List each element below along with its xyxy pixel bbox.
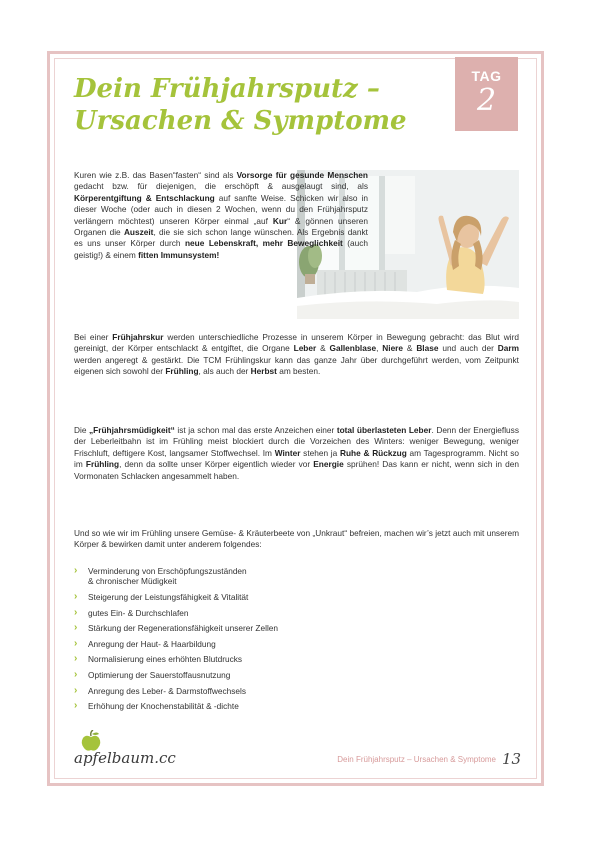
benefit-text: Steigerung der Leistungsfähigkeit & Vitalität [88, 592, 249, 602]
text-run: auf sanfte Weise. Schicken wir also in dieser Woche (oder auch in diesen 2 Wochen, wenn du den Frühjahrsputz verlängern möchtest) unseren Körper einmal „auf [74, 192, 368, 226]
benefit-text: Stärkung der Regenerationsfähigkeit unserer Zellen [88, 623, 279, 634]
text-run: . Denn der Energiefluss der Leberleitbahn ist im Frühling meist blockiert durch die Vorzeichen des Winters: weniger Bewegung, weniger Frischluft, deftigere Kost, langsamer Stoffwechsel. Im [74, 425, 519, 458]
text-run: , [376, 343, 383, 354]
bold-phrase: Darm [497, 343, 519, 354]
chevron-right-icon: › [74, 684, 78, 696]
benefits-list [74, 566, 374, 717]
bold-phrase: neue Lebenskraft, mehr Beweglichkeit [184, 238, 343, 249]
bold-phrase: Frühling [165, 366, 199, 377]
chevron-right-icon: › [74, 700, 78, 712]
benefit-item [74, 639, 374, 649]
benefit-text: Verminderung von Erschöpfungszuständen [88, 566, 247, 576]
chevron-right-icon: › [74, 653, 78, 665]
bold-phrase: Frühling [85, 459, 120, 470]
benefit-item [74, 566, 374, 587]
bold-phrase: Blase [416, 343, 439, 354]
bold-phrase: Leber [293, 343, 317, 354]
running-title: Dein Frühjahrsputz – Ursachen & Symptome [337, 755, 496, 764]
benefit-item [74, 701, 374, 711]
text-run: “ & gönnen unseren Organen die [74, 215, 368, 238]
benefit-text: Optimierung der Sauerstoffausnutzung [88, 669, 231, 680]
chevron-right-icon: › [74, 606, 78, 618]
text-run: , als auch der [198, 366, 251, 377]
bold-phrase: Vorsorge für gesunde Menschen [236, 170, 368, 180]
text-run: Bei einer [74, 332, 113, 342]
bold-phrase: Energie [313, 459, 344, 470]
bold-phrase: „Frühjahrsmüdigkeit“ [89, 425, 175, 435]
bold-phrase: fitten Immunsystem! [138, 249, 220, 260]
text-run: Kuren wie z.B. das Basen“fasten“ sind als [74, 170, 237, 180]
benefit-item [74, 608, 374, 618]
bold-phrase: Ruhe & Rückzug [340, 447, 407, 458]
text-run: (auch geistig!) & einem [74, 238, 369, 260]
benefit-text: Anregung der Haut- & Haarbildung [88, 638, 216, 649]
page-title [74, 73, 444, 137]
bold-phrase: Auszeit [123, 227, 154, 238]
chevron-right-icon: › [74, 591, 78, 602]
chevron-right-icon: › [74, 565, 78, 576]
chevron-right-icon: › [74, 668, 78, 680]
text-run: , die sie sich schon lange wünschen. Als Ergebnis dankt es uns unser Körper durch [74, 227, 368, 249]
chevron-right-icon: › [74, 622, 78, 634]
benefit-item [74, 592, 374, 602]
intro-paragraph [74, 170, 368, 261]
benefit-text: & chronischer Müdigkeit [88, 576, 177, 587]
benefit-text: Anregung des Leber- & Darmstoffwechsels [88, 685, 247, 696]
bold-phrase: Körperentgiftung & Entschlackung [74, 192, 215, 203]
benefit-item [74, 623, 374, 633]
spring-fatigue-paragraph [74, 425, 519, 482]
text-run: gedacht bzw. für diejenigen, die erschöpft & ausgelaugt sind, als [74, 181, 368, 192]
text-run: stehen ja [300, 447, 340, 458]
text-run: am besten. [276, 366, 321, 377]
benefit-text: Normalisierung eines erhöhten Blutdrucks [88, 654, 243, 665]
day-tag-number: 2 [476, 83, 497, 118]
page-title-line2: Ursachen & Symptome [74, 106, 407, 136]
text-run: werden angeregt & gestärkt. Die TCM Frühlingskur kann das ganze Jahr über durchgeführt werden, vom Zeitpunkt eigenen sich sowohl der [74, 354, 519, 377]
text-run: Die [74, 425, 90, 435]
benefit-item [74, 670, 374, 680]
text-run: & [403, 343, 417, 354]
bold-phrase: total überlasteten Leber [336, 425, 432, 435]
benefit-item [74, 686, 374, 696]
benefit-item [74, 654, 374, 664]
text-run: und auch der [438, 343, 498, 354]
page-title-line1: Dein Frühjahrsputz – [74, 74, 380, 104]
day-tag [455, 57, 518, 131]
bold-phrase: Herbst [250, 366, 277, 377]
bold-phrase: Gallenblase [329, 343, 377, 354]
spring-cure-paragraph [74, 332, 519, 378]
text-run: sprühen! Das kann er nicht, wenn sich in den Vormonaten Schlacken angesammelt haben. [74, 459, 519, 481]
text-run: am Tagesprogramm. Nicht so im [74, 447, 519, 470]
logo-text: apfelbaum.cc [74, 749, 176, 767]
benefit-text: gutes Ein- & Durchschlafen [88, 607, 189, 618]
text-run: ist ja schon mal das erste Anzeichen einer [174, 425, 337, 435]
bold-phrase: Winter [274, 447, 301, 458]
chevron-right-icon: › [74, 637, 78, 649]
text-run: & [316, 343, 330, 354]
benefits-intro-paragraph [74, 528, 519, 551]
day-tag-label: TAG [471, 68, 502, 84]
text-run: Und so wie wir im Frühling unsere Gemüse- & Kräuterbeete von „Unkraut“ befreien, machen wir’s jetzt auch mit unserem Körper & bewirken damit unter anderem folgendes: [74, 528, 519, 550]
page-number: 13 [502, 750, 522, 768]
text-run: , denn da sollte unser Körper eigentlich wieder vor [119, 459, 314, 470]
bold-phrase: Kur [272, 215, 288, 226]
bold-phrase: Niere [382, 343, 404, 354]
text-run: werden unterschiedliche Prozesse in unserem Körper in Bewegung gebracht: das Blut wird gereinigt, der Körper entschlackt & entgiftet, die Organe [74, 332, 519, 354]
benefit-text: Erhöhung der Knochenstabilität & -dichte [88, 701, 239, 712]
bold-phrase: Frühjahrskur [112, 332, 164, 342]
